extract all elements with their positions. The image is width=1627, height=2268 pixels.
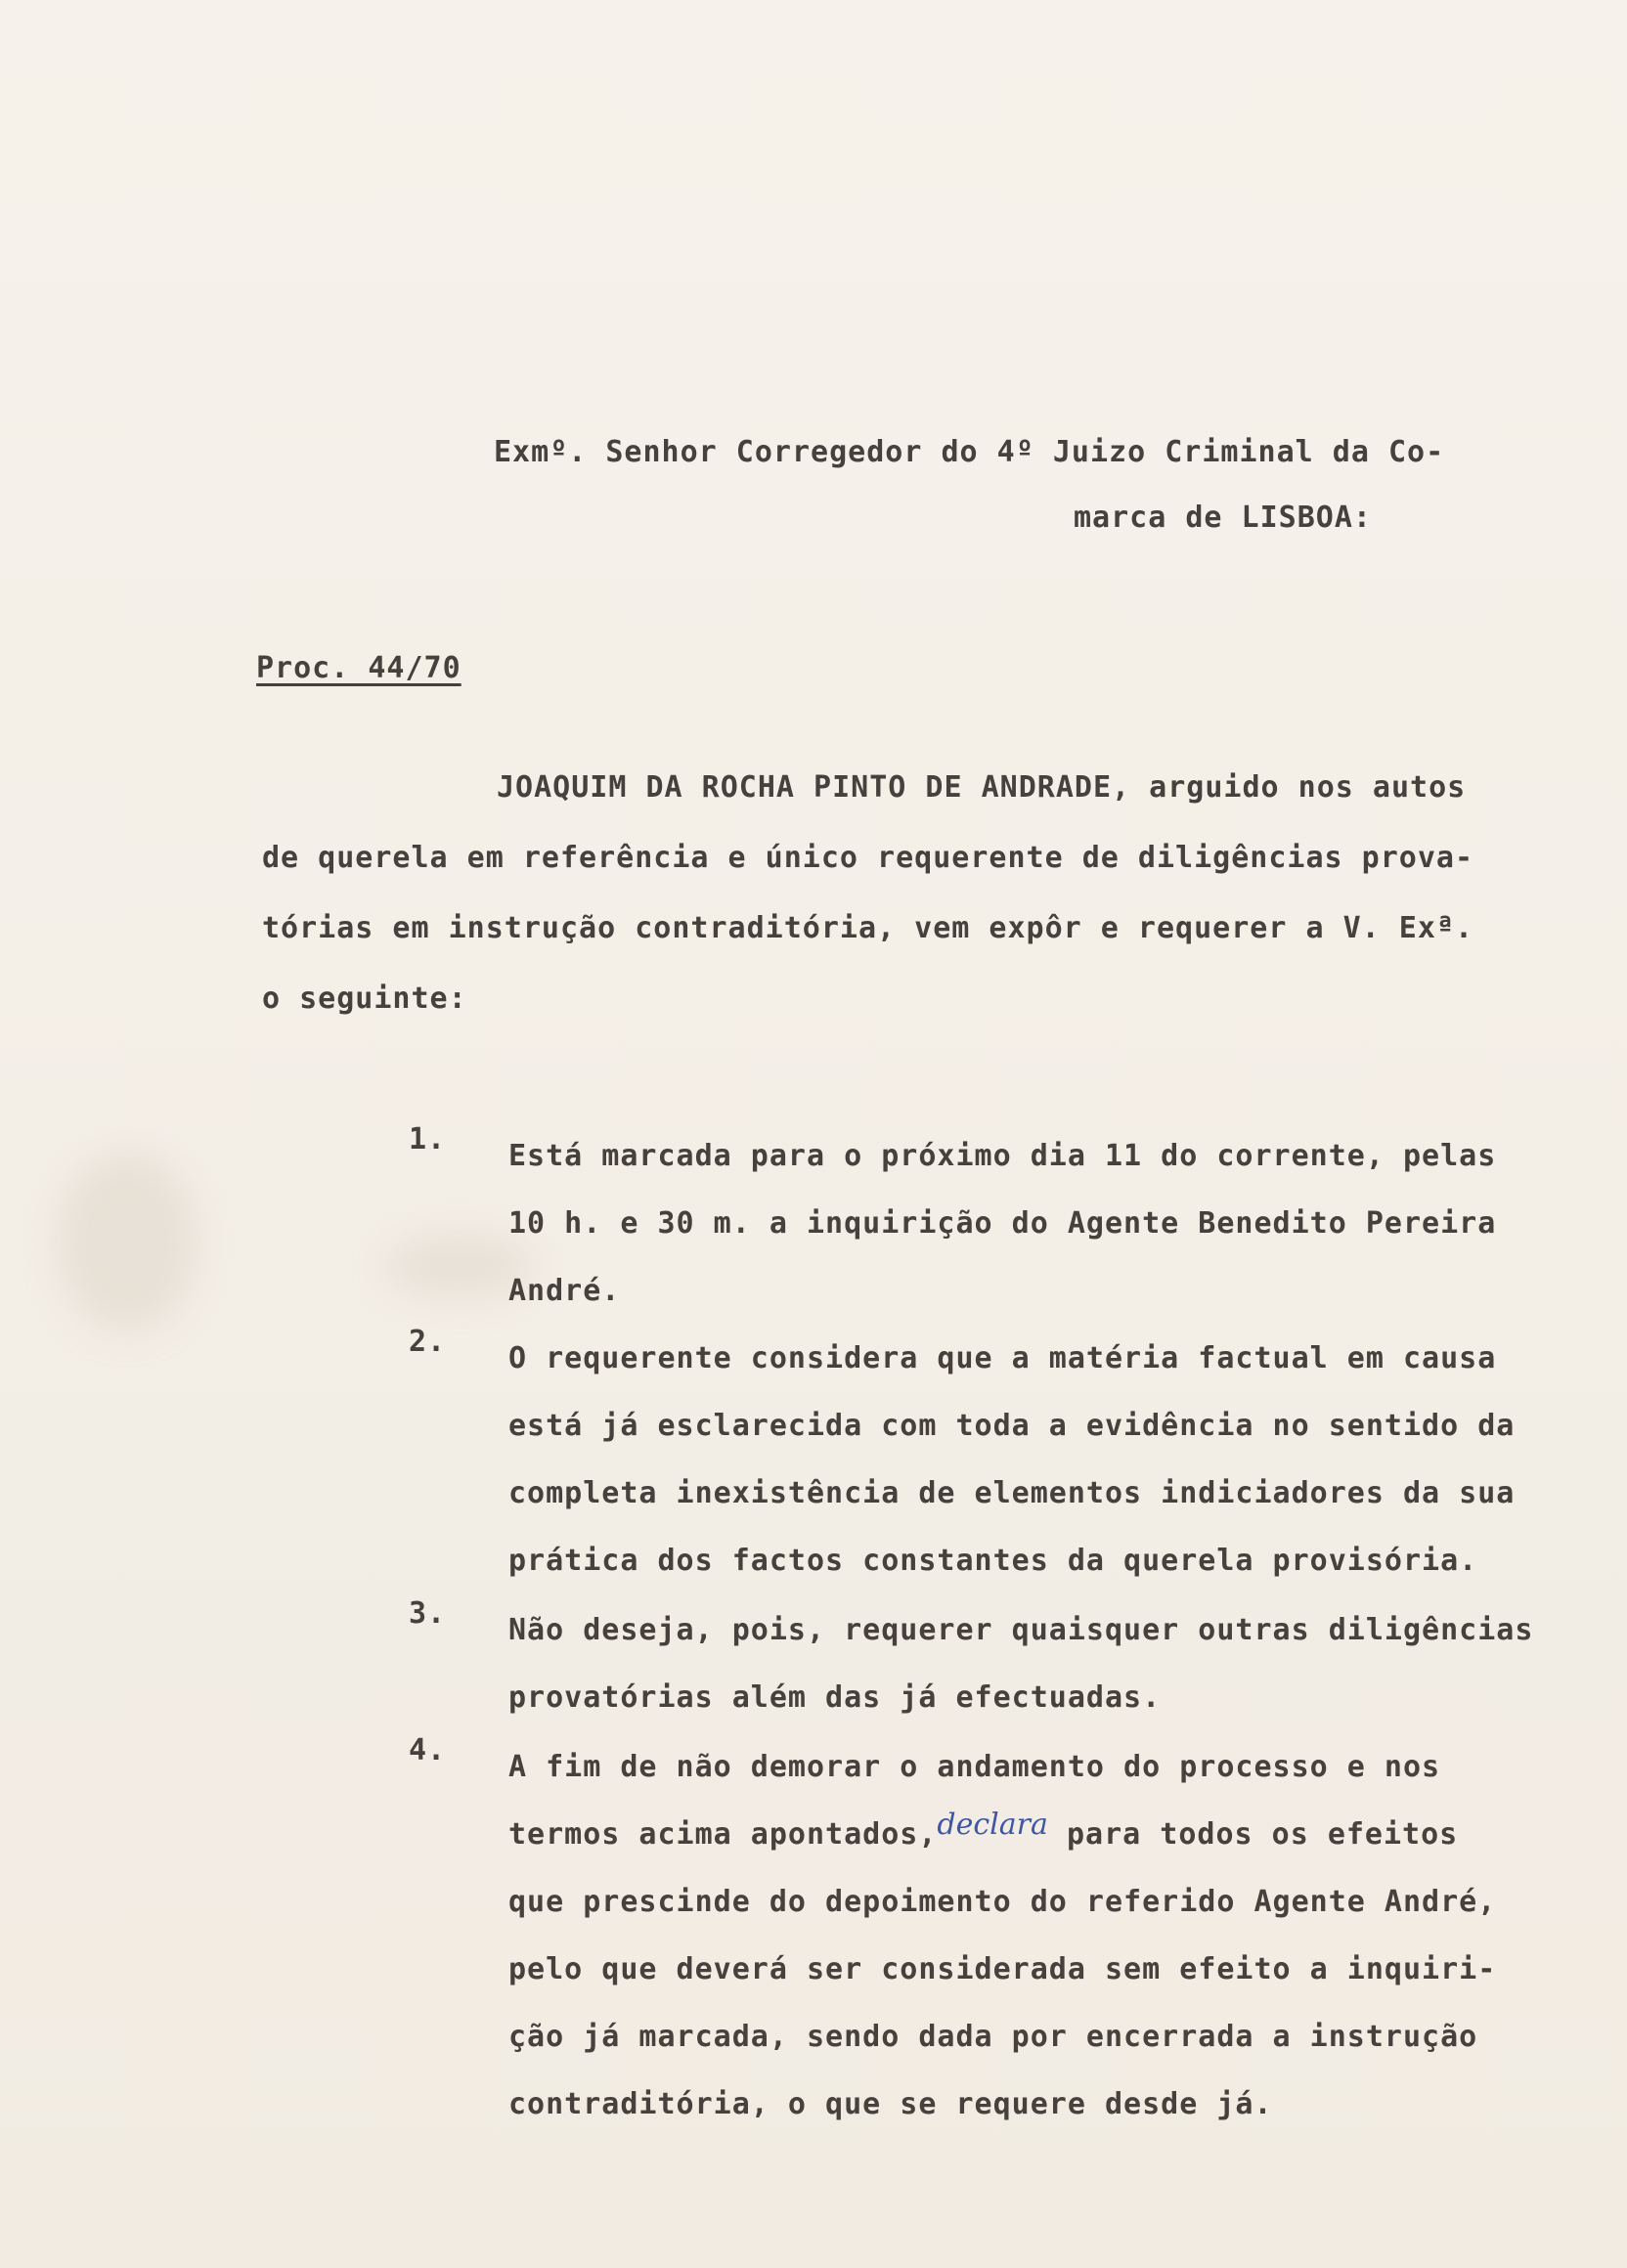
item-line: provatórias além das já efectuadas. [508, 1680, 1162, 1715]
paper-stain [59, 1154, 196, 1330]
item-number: 1. [409, 1122, 447, 1156]
typed-fragment: para todos os efeitos [1047, 1817, 1459, 1852]
item-line: que prescinde do depoimento do referido Agente André, [508, 1885, 1497, 1919]
typed-fragment: termos acima apontados, [508, 1817, 938, 1852]
item-line: contraditória, o que se requere desde já. [508, 2087, 1273, 2121]
handwritten-insertion: declara [937, 1808, 1048, 1842]
process-reference: Proc. 44/70 [256, 651, 462, 685]
intro-line: de querela em referência e único requerente de diligências prova- [262, 841, 1473, 875]
addressee-line-1: Exmº. Senhor Corregedor do 4º Juizo Criminal da Co- [494, 435, 1445, 469]
item-text [508, 1596, 1594, 1731]
item-line: completa inexistência de elementos indiciadores da sua [508, 1476, 1516, 1510]
item-line: 10 h. e 30 m. a inquirição do Agente Benedito Pereira [508, 1206, 1497, 1241]
item-line: prática dos factos constantes da querela provisória. [508, 1544, 1478, 1578]
item-line: Está marcada para o próximo dia 11 do corrente, pelas [508, 1139, 1497, 1173]
item-line: André. [508, 1274, 621, 1308]
item-line: ção já marcada, sendo dada por encerrada a instrução [508, 2020, 1478, 2054]
item-number: 2. [409, 1325, 447, 1359]
item-line: está já esclarecida com toda a evidência no sentido da [508, 1409, 1516, 1443]
item-number: 4. [409, 1733, 447, 1767]
item-text [508, 1325, 1594, 1594]
intro-paragraph [262, 753, 1562, 1034]
item-line: O requerente considera que a matéria factual em causa [508, 1341, 1497, 1375]
item-text [508, 1122, 1594, 1325]
item-line [508, 1801, 1594, 1868]
item-line: Não deseja, pois, requerer quaisquer outras diligências [508, 1613, 1534, 1647]
item-number: 3. [409, 1596, 447, 1631]
intro-line: tórias em instrução contraditória, vem expôr e requerer a V. Exª. [262, 911, 1473, 945]
item-line: pelo que deverá ser considerada sem efeito a inquiri- [508, 1952, 1497, 1986]
item-line: A fim de não demorar o andamento do processo e nos [508, 1750, 1441, 1784]
intro-line: o seguinte: [262, 981, 467, 1016]
addressee-line-2: marca de LISBOA: [1074, 501, 1372, 535]
item-text [508, 1733, 1594, 2138]
intro-line: JOAQUIM DA ROCHA PINTO DE ANDRADE, arguido nos autos [497, 770, 1467, 805]
